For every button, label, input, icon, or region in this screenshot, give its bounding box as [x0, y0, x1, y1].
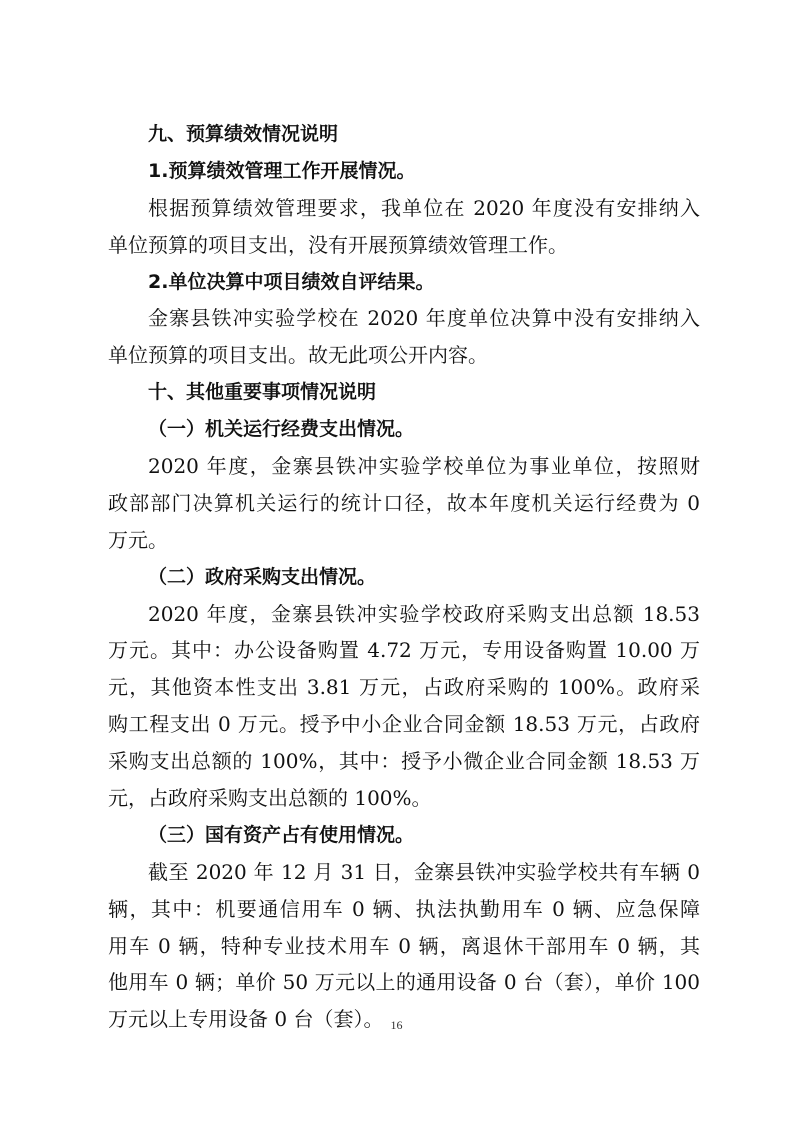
page-number: 16 — [390, 1018, 403, 1032]
subheading-self-evaluation: 2.单位决算中项目绩效自评结果。 — [148, 270, 435, 293]
document-body — [108, 116, 700, 1038]
subheading-government-procurement: （二）政府采购支出情况。 — [148, 565, 377, 588]
section-heading-9: 九、预算绩效情况说明 — [148, 123, 339, 145]
paragraph-line: 截至 2020 年 12 月 31 日，金寨县铁冲实验学校共有车辆 0 — [148, 859, 700, 884]
paragraph-line: 万元以上专用设备 0 台（套）。 — [108, 1007, 384, 1032]
paragraph-line: 金寨县铁冲实验学校在 2020 年度单位决算中没有安排纳入 — [148, 306, 700, 331]
paragraph-line: 单位预算的项目支出。故无此项公开内容。 — [108, 343, 488, 368]
subheading-state-assets: （三）国有资产占有使用情况。 — [148, 823, 415, 846]
paragraph-line: 单位预算的项目支出，没有开展预算绩效管理工作。 — [108, 232, 568, 257]
paragraph-line: 2020 年度，金寨县铁冲实验学校单位为事业单位，按照财 — [148, 454, 700, 479]
paragraph-line: 2020 年度，金寨县铁冲实验学校政府采购支出总额 18.53 — [148, 601, 700, 626]
subheading-operating-expenses: （一）机关运行经费支出情况。 — [148, 418, 415, 441]
paragraph-line: 万元。 — [108, 527, 168, 552]
paragraph-line: 采购支出总额的 100%，其中：授予小微企业合同金额 18.53 万 — [108, 749, 700, 774]
paragraph-line: 万元。其中：办公设备购置 4.72 万元，专用设备购置 10.00 万 — [108, 638, 700, 663]
paragraph-line: 他用车 0 辆；单价 50 万元以上的通用设备 0 台（套），单价 100 — [108, 970, 700, 995]
paragraph-line: 购工程支出 0 万元。授予中小企业合同金额 18.53 万元，占政府 — [108, 712, 700, 737]
paragraph-line: 元，其他资本性支出 3.81 万元，占政府采购的 100%。政府采 — [108, 675, 700, 700]
paragraph-line: 政部部门决算机关运行的统计口径，故本年度机关运行经费为 0 — [108, 490, 700, 515]
paragraph-line: 辆，其中：机要通信用车 0 辆、执法执勤用车 0 辆、应急保障 — [108, 896, 700, 921]
paragraph-line: 用车 0 辆，特种专业技术用车 0 辆，离退休干部用车 0 辆，其 — [108, 933, 700, 958]
paragraph-line: 根据预算绩效管理要求，我单位在 2020 年度没有安排纳入 — [148, 195, 700, 220]
subheading-performance-management: 1.预算绩效管理工作开展情况。 — [148, 159, 416, 182]
section-heading-10: 十、其他重要事项情况说明 — [148, 381, 377, 404]
paragraph-line: 元，占政府采购支出总额的 100%。 — [108, 786, 432, 811]
